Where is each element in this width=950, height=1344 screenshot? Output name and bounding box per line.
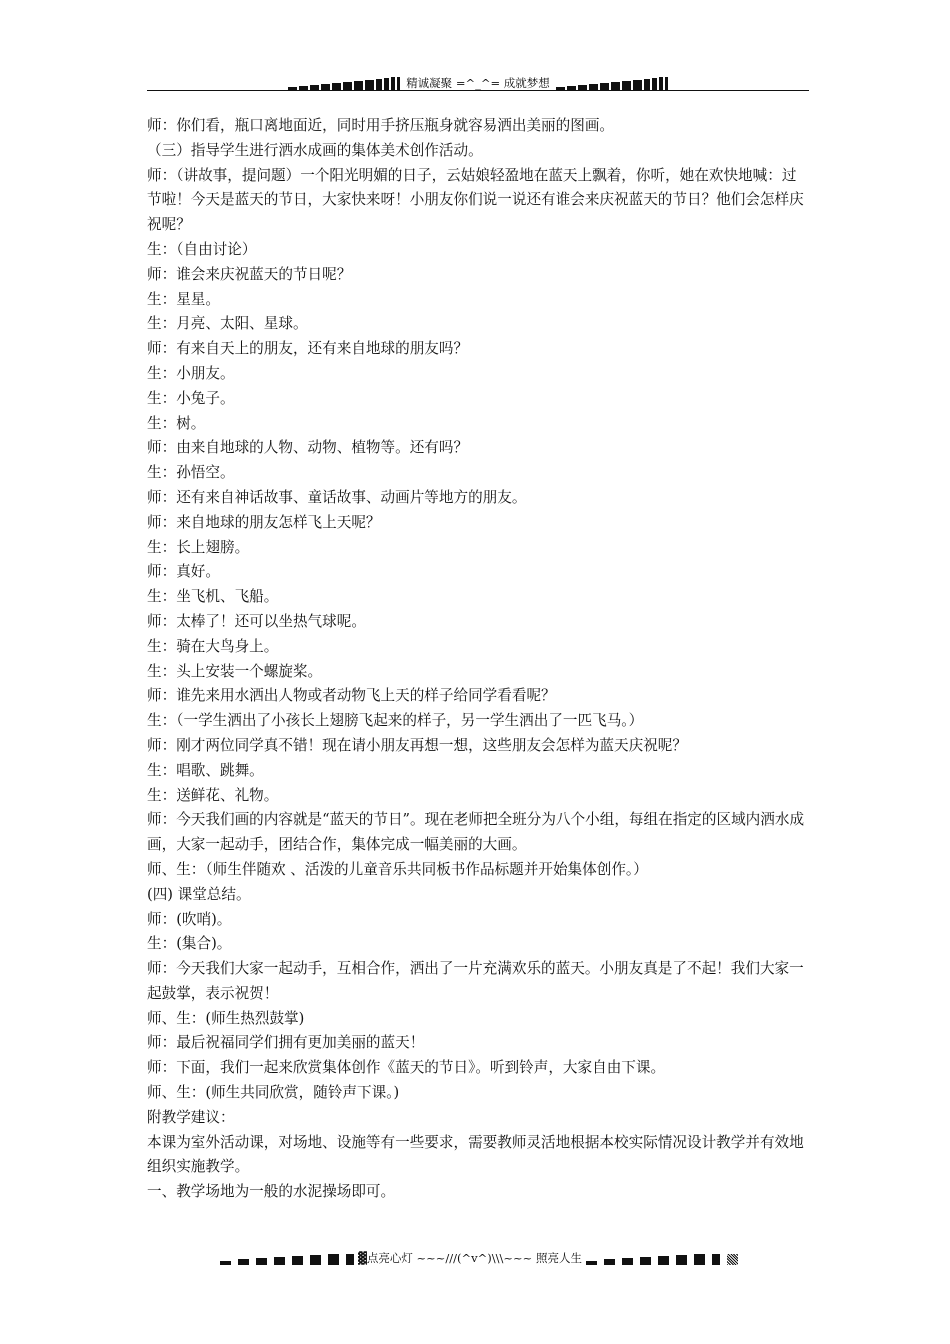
text-line: 生：（自由讨论） <box>147 240 257 258</box>
text-line: 生：（一学生洒出了小孩长上翅膀飞起来的样子，另一学生洒出了一匹飞马。） <box>147 712 644 730</box>
text-line: 一、教学场地为一般的水泥操场即可。 <box>147 1183 396 1201</box>
text-line: 师：谁先来用水洒出人物或者动物飞上天的样子给同学看看呢？ <box>147 687 556 705</box>
header-decoration-left <box>288 77 400 90</box>
header-text: 精诚凝聚 =^_^= 成就梦想 <box>406 76 550 90</box>
document-body <box>147 114 811 1205</box>
text-line: 生：小朋友。 <box>147 364 235 382</box>
text-line: 生：(集合)。 <box>147 935 232 953</box>
header-decoration-right <box>556 77 668 90</box>
text-line: 生：小兔子。 <box>147 389 235 407</box>
footer-decoration-right <box>586 1254 738 1265</box>
text-line: 师：谁会来庆祝蓝天的节日呢？ <box>147 265 352 283</box>
text-line: （三）指导学生进行洒水成画的集体美术创作活动。 <box>147 141 483 159</box>
text-line: 生：骑在大鸟身上。 <box>147 637 279 655</box>
text-line: 生：树。 <box>147 414 206 432</box>
text-line: 师：(吹哨)。 <box>147 910 232 928</box>
text-line: 师：真好。 <box>147 563 220 581</box>
page-header <box>147 72 809 90</box>
text-line: 师：下面，我们一起来欣赏集体创作《蓝天的节日》。听到铃声，大家自由下课。 <box>147 1059 666 1077</box>
text-line: 师：太棒了！还可以坐热气球呢。 <box>147 612 366 630</box>
text-line: 生：唱歌、跳舞。 <box>147 761 264 779</box>
text-line: 师：来自地球的朋友怎样飞上天呢？ <box>147 513 381 531</box>
text-paragraph: 师：（讲故事，提问题）一个阳光明媚的日子，云姑娘轻盈地在蓝天上飘着，你听，她在欢快地喊：过节啦！今天是蓝天的节日，大家快来呀！小朋友你们说一说还有谁会来庆祝蓝天的节日？他们会怎样庆祝呢？ <box>147 166 804 234</box>
text-line: 师：你们看，瓶口离地面近，同时用手挤压瓶身就容易洒出美丽的图画。 <box>147 117 615 134</box>
text-line: 师：刚才两位同学真不错！现在请小朋友再想一想，这些朋友会怎样为蓝天庆祝呢？ <box>147 736 687 754</box>
text-line: 附教学建议： <box>147 1108 235 1126</box>
text-line: 生：孙悟空。 <box>147 464 235 482</box>
text-line: 师、生：（师生伴随欢 、活泼的儿童音乐共同板书作品标题并开始集体创作。） <box>147 860 648 878</box>
header-rule <box>147 90 809 91</box>
footer-decoration-left <box>220 1254 354 1265</box>
text-paragraph: 师：今天我们画的内容就是“蓝天的节日”。现在老师把全班分为八个小组，每组在指定的区域内洒水成画，大家一起动手，团结合作，集体完成一幅美丽的大画。 <box>147 811 805 854</box>
footer-text: ▓点亮心灯 ~~~///(^v^)\\\~~~ 照亮人生 <box>358 1251 582 1265</box>
text-line: 生：坐飞机、飞船。 <box>147 588 279 606</box>
text-paragraph: 师：今天我们大家一起动手，互相合作，洒出了一片充满欢乐的蓝天。小朋友真是了不起！我们大家一起鼓掌，表示祝贺！ <box>147 960 804 1002</box>
text-line: 师：还有来自神话故事、童话故事、动画片等地方的朋友。 <box>147 488 527 506</box>
text-line: 生：星星。 <box>147 290 220 308</box>
text-line: 生：头上安装一个螺旋桨。 <box>147 662 323 680</box>
text-line: (四) 课堂总结。 <box>147 885 251 903</box>
text-line: 师、生：(师生共同欣赏，随铃声下课。) <box>147 1084 400 1102</box>
text-line: 师：有来自天上的朋友，还有来自地球的朋友吗？ <box>147 340 469 358</box>
text-line: 师、生：(师生热烈鼓掌) <box>147 1009 305 1027</box>
text-line: 师：由来自地球的人物、动物、植物等。还有吗？ <box>147 439 469 457</box>
text-line: 生：长上翅膀。 <box>147 538 250 556</box>
page-footer <box>147 1245 811 1265</box>
text-paragraph: 本课为室外活动课，对场地、设施等有一些要求，需要教师灵活地根据本校实际情况设计教学并有效地组织实施教学。 <box>147 1133 804 1176</box>
text-line: 师：最后祝福同学们拥有更加美丽的蓝天！ <box>147 1034 425 1052</box>
text-line: 生：月亮、太阳、星球。 <box>147 315 308 333</box>
text-line: 生：送鲜花、礼物。 <box>147 786 279 804</box>
